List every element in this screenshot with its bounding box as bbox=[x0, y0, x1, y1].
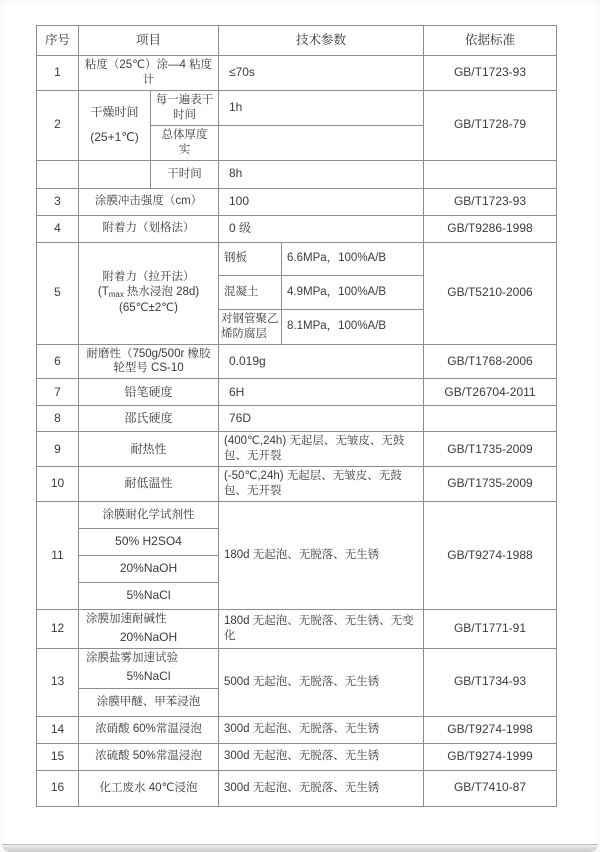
cell-item: 铅笔硬度 bbox=[79, 379, 219, 406]
page-bottom-edge bbox=[2, 844, 598, 852]
table-row bbox=[37, 242, 557, 275]
item-line: 20%NaOH bbox=[119, 630, 178, 645]
cell-substrate: 钢板 bbox=[219, 242, 282, 275]
cell-no: 11 bbox=[37, 502, 79, 610]
cell-substrate: 对钢管聚乙烯防腐层 bbox=[219, 309, 282, 344]
cell-standard: GB/T1735-2009 bbox=[424, 432, 557, 467]
cell-subitem: 干时间 bbox=[151, 160, 219, 188]
cell-param: (400℃,24h) 无起层、无皱皮、无鼓包、无开裂 bbox=[219, 432, 424, 467]
item-line: (25+1℃) bbox=[90, 129, 139, 144]
cell-param: 300d 无起泡、无脱落、无生锈 bbox=[219, 743, 424, 770]
table-row bbox=[37, 56, 557, 91]
cell-param: 100 bbox=[219, 188, 424, 215]
cell-item: 耐磨性（750g/500r 橡胶轮型号 CS-10 bbox=[79, 344, 219, 379]
item-line: ($T_{max}$ 热水浸泡 28d) bbox=[97, 286, 200, 300]
header-standard: 依据标准 bbox=[424, 26, 557, 56]
cell-no: 9 bbox=[37, 432, 79, 467]
cell-no: 2 bbox=[37, 90, 79, 160]
cell-param: 300d 无起泡、无脱落、无生锈 bbox=[219, 770, 424, 806]
cell-item bbox=[79, 90, 151, 160]
cell-param: 1h bbox=[219, 90, 424, 125]
cell-subitem: 总体厚度实 bbox=[151, 125, 219, 160]
header-no: 序号 bbox=[37, 26, 79, 56]
cell-item: 耐热性 bbox=[79, 432, 219, 467]
cell-standard: GB/T26704-2011 bbox=[424, 379, 557, 406]
cell-standard: GB/T1735-2009 bbox=[424, 467, 557, 502]
cell-standard: GB/T9274-1988 bbox=[424, 502, 557, 610]
table-row bbox=[37, 610, 557, 649]
cell-standard: GB/T9286-1998 bbox=[424, 215, 557, 242]
cell-param: 180d 无起泡、无脱落、无生锈、无变化 bbox=[219, 610, 424, 649]
table-row bbox=[37, 215, 557, 242]
cell-param: 76D bbox=[219, 406, 424, 432]
cell-no: 8 bbox=[37, 406, 79, 432]
cell-param: 180d 无起泡、无脱落、无生锈 bbox=[219, 502, 424, 610]
table-row bbox=[37, 770, 557, 806]
cell-item: 耐低温性 bbox=[79, 467, 219, 502]
cell-subitem: 5%NaCl bbox=[79, 583, 219, 610]
cell-param: 8h bbox=[219, 160, 424, 188]
cell-param-empty bbox=[219, 125, 424, 160]
cell-no: 13 bbox=[37, 648, 79, 716]
cell-item: 涂膜冲击强度（cm） bbox=[79, 188, 219, 215]
cell-no: 7 bbox=[37, 379, 79, 406]
table-row bbox=[37, 379, 557, 406]
cell-no: 10 bbox=[37, 467, 79, 502]
cell-item: 邵氏硬度 bbox=[79, 406, 219, 432]
cell-substrate: 混凝土 bbox=[219, 275, 282, 309]
cell-no: 1 bbox=[37, 56, 79, 91]
cell-item-empty bbox=[79, 160, 151, 188]
cell-item: 粘度（25℃）涂—4 粘度计 bbox=[79, 56, 219, 91]
cell-item: 化工废水 40℃浸泡 bbox=[79, 770, 219, 806]
cell-standard: GB/T9274-1999 bbox=[424, 743, 557, 770]
table-row bbox=[37, 743, 557, 770]
table-row bbox=[37, 344, 557, 379]
cell-subitem: 每一遍表干时间 bbox=[151, 90, 219, 125]
cell-param: (-50℃,24h) 无起层、无皱皮、无鼓包、无开裂 bbox=[219, 467, 424, 502]
item-line: 附着力（拉开法） bbox=[102, 271, 195, 284]
cell-item: 浓硝酸 60%常温浸泡 bbox=[79, 716, 219, 743]
cell-standard: GB/T1723-93 bbox=[424, 188, 557, 215]
table-row bbox=[37, 160, 557, 188]
cell-subitem: 涂膜耐化学试剂性 bbox=[79, 502, 219, 529]
cell-param: 0 级 bbox=[219, 215, 424, 242]
table-row bbox=[37, 467, 557, 502]
cell-standard-empty bbox=[424, 406, 557, 432]
cell-standard: GB/T1768-2006 bbox=[424, 344, 557, 379]
table-row bbox=[37, 716, 557, 743]
cell-item bbox=[79, 242, 219, 344]
cell-item bbox=[79, 610, 219, 649]
header-item: 项目 bbox=[79, 26, 219, 56]
cell-standard: GB/T5210-2006 bbox=[424, 242, 557, 344]
table-row bbox=[37, 90, 557, 125]
cell-standard: GB/T1734-93 bbox=[424, 648, 557, 716]
cell-no: 5 bbox=[37, 242, 79, 344]
header-param: 技术参数 bbox=[219, 26, 424, 56]
cell-param: 0.019g bbox=[219, 344, 424, 379]
table-row bbox=[37, 406, 557, 432]
cell-subitem: 涂膜甲醚、甲苯浸泡 bbox=[79, 688, 219, 716]
item-line: 5%NaCl bbox=[126, 669, 171, 684]
cell-param: 500d 无起泡、无脱落、无生锈 bbox=[219, 648, 424, 716]
cell-param: 6.6MPa，100%A/B bbox=[282, 242, 424, 275]
cell-param: 4.9MPa，100%A/B bbox=[282, 275, 424, 309]
item-line: 涂膜盐雾加速试验 bbox=[86, 652, 178, 665]
cell-no: 6 bbox=[37, 344, 79, 379]
table-row bbox=[37, 648, 557, 688]
cell-standard: GB/T1728-79 bbox=[424, 90, 557, 160]
cell-no: 4 bbox=[37, 215, 79, 242]
cell-no: 16 bbox=[37, 770, 79, 806]
item-line: (65℃±2℃) bbox=[119, 301, 178, 314]
cell-no: 12 bbox=[37, 610, 79, 649]
cell-no: 3 bbox=[37, 188, 79, 215]
cell-standard: GB/T1771-91 bbox=[424, 610, 557, 649]
cell-subitem: 20%NaOH bbox=[79, 556, 219, 583]
table-row bbox=[37, 502, 557, 529]
cell-standard: GB/T1723-93 bbox=[424, 56, 557, 91]
cell-standard: GB/T9274-1998 bbox=[424, 716, 557, 743]
cell-item: 附着力（划格法） bbox=[79, 215, 219, 242]
cell-subitem: 50% H2SO4 bbox=[79, 529, 219, 556]
item-line: 干燥时间 bbox=[90, 105, 139, 120]
cell-param: 300d 无起泡、无脱落、无生锈 bbox=[219, 716, 424, 743]
cell-standard: GB/T7410-87 bbox=[424, 770, 557, 806]
cell-subitem bbox=[79, 648, 219, 688]
header-row bbox=[37, 26, 557, 56]
spec-table bbox=[36, 25, 557, 807]
table-row bbox=[37, 432, 557, 467]
cell-item: 浓硫酸 50%常温浸泡 bbox=[79, 743, 219, 770]
item-line: 涂膜加速耐碱性 bbox=[86, 613, 167, 626]
cell-no: 14 bbox=[37, 716, 79, 743]
table-row bbox=[37, 188, 557, 215]
cell-param: ≤70s bbox=[219, 56, 424, 91]
cell-param: 8.1MPa，100%A/B bbox=[282, 309, 424, 344]
cell-param: 6H bbox=[219, 379, 424, 406]
cell-standard-empty bbox=[424, 160, 557, 188]
cell-no-empty bbox=[37, 160, 79, 188]
cell-no: 15 bbox=[37, 743, 79, 770]
